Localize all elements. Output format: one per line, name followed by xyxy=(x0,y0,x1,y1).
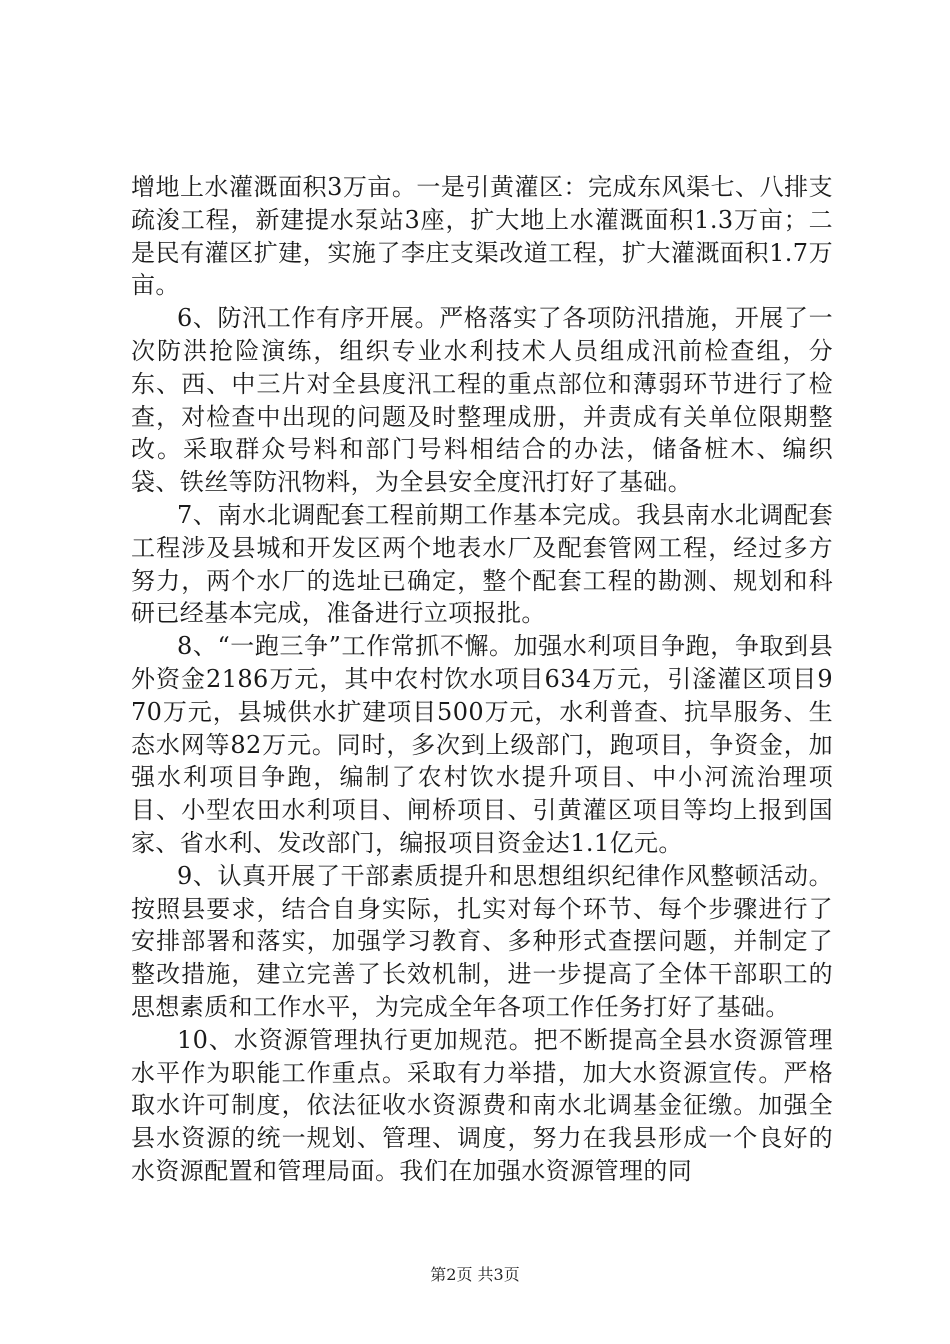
paragraph-item-6-flood-control: 6、防汛工作有序开展。严格落实了各项防汛措施，开展了一次防洪抢险演练，组织专业水利技术人员组成汛前检查组，分东、西、中三片对全县度汛工程的重点部位和薄弱环节进行了检查，对检查中出现的问题及时整理成册，并责成有关单位限期整改。采取群众号料和部门号料相结合的办法，储备桩木、编织袋、铁丝等防汛物料，为全县安全度汛打好了基础。 xyxy=(131,304,833,497)
paragraph-item-9-cadre-quality: 9、认真开展了干部素质提升和思想组织纪律作风整顿活动。按照县要求，结合自身实际，扎实对每个环节、每个步骤进行了安排部署和落实，加强学习教育、多种形式查摆问题，并制定了整改措施，建立完善了长效机制，进一步提高了全体干部职工的思想素质和工作水平，为完成全年各项工作任务打好了基础。 xyxy=(131,861,833,1021)
page-number-footer: 第2页 共3页 xyxy=(430,1265,520,1284)
document-body xyxy=(131,171,833,1188)
paragraph-continuation: 增地上水灌溉面积3万亩。一是引黄灌区：完成东风渠七、八排支疏浚工程，新建提水泵站3座，扩大地上水灌溉面积1.3万亩；二是民有灌区扩建，实施了李庄支渠改道工程，扩大灌溉面积1.7万亩。 xyxy=(131,173,833,300)
paragraph-item-7-south-north-water: 7、南水北调配套工程前期工作基本完成。我县南水北调配套工程涉及县城和开发区两个地表水厂及配套管网工程，经过多方努力，两个水厂的选址已确定，整个配套工程的勘测、规划和科研已经基本完成，准备进行立项报批。 xyxy=(131,500,833,628)
paragraph-item-8-funding: 8、“一跑三争”工作常抓不懈。加强水利项目争跑，争取到县外资金2186万元，其中农村饮水项目634万元，引滏灌区项目970万元，县城供水扩建项目500万元，水利普查、抗旱服务、生态水网等82万元。同时，多次到上级部门，跑项目，争资金，加强水利项目争跑，编制了农村饮水提升项目、中小河流治理项目、小型农田水利项目、闸桥项目、引黄灌区项目等均上报到国家、省水利、发改部门，编报项目资金达1.1亿元。 xyxy=(131,632,833,857)
paragraph-item-10-water-resources: 10、水资源管理执行更加规范。把不断提高全县水资源管理水平作为职能工作重点。采取有力举措，加大水资源宣传。严格取水许可制度，依法征收水资源费和南水北调基金征缴。加强全县水资源的统一规划、管理、调度，努力在我县形成一个良好的水资源配置和管理局面。我们在加强水资源管理的同 xyxy=(131,1025,833,1185)
